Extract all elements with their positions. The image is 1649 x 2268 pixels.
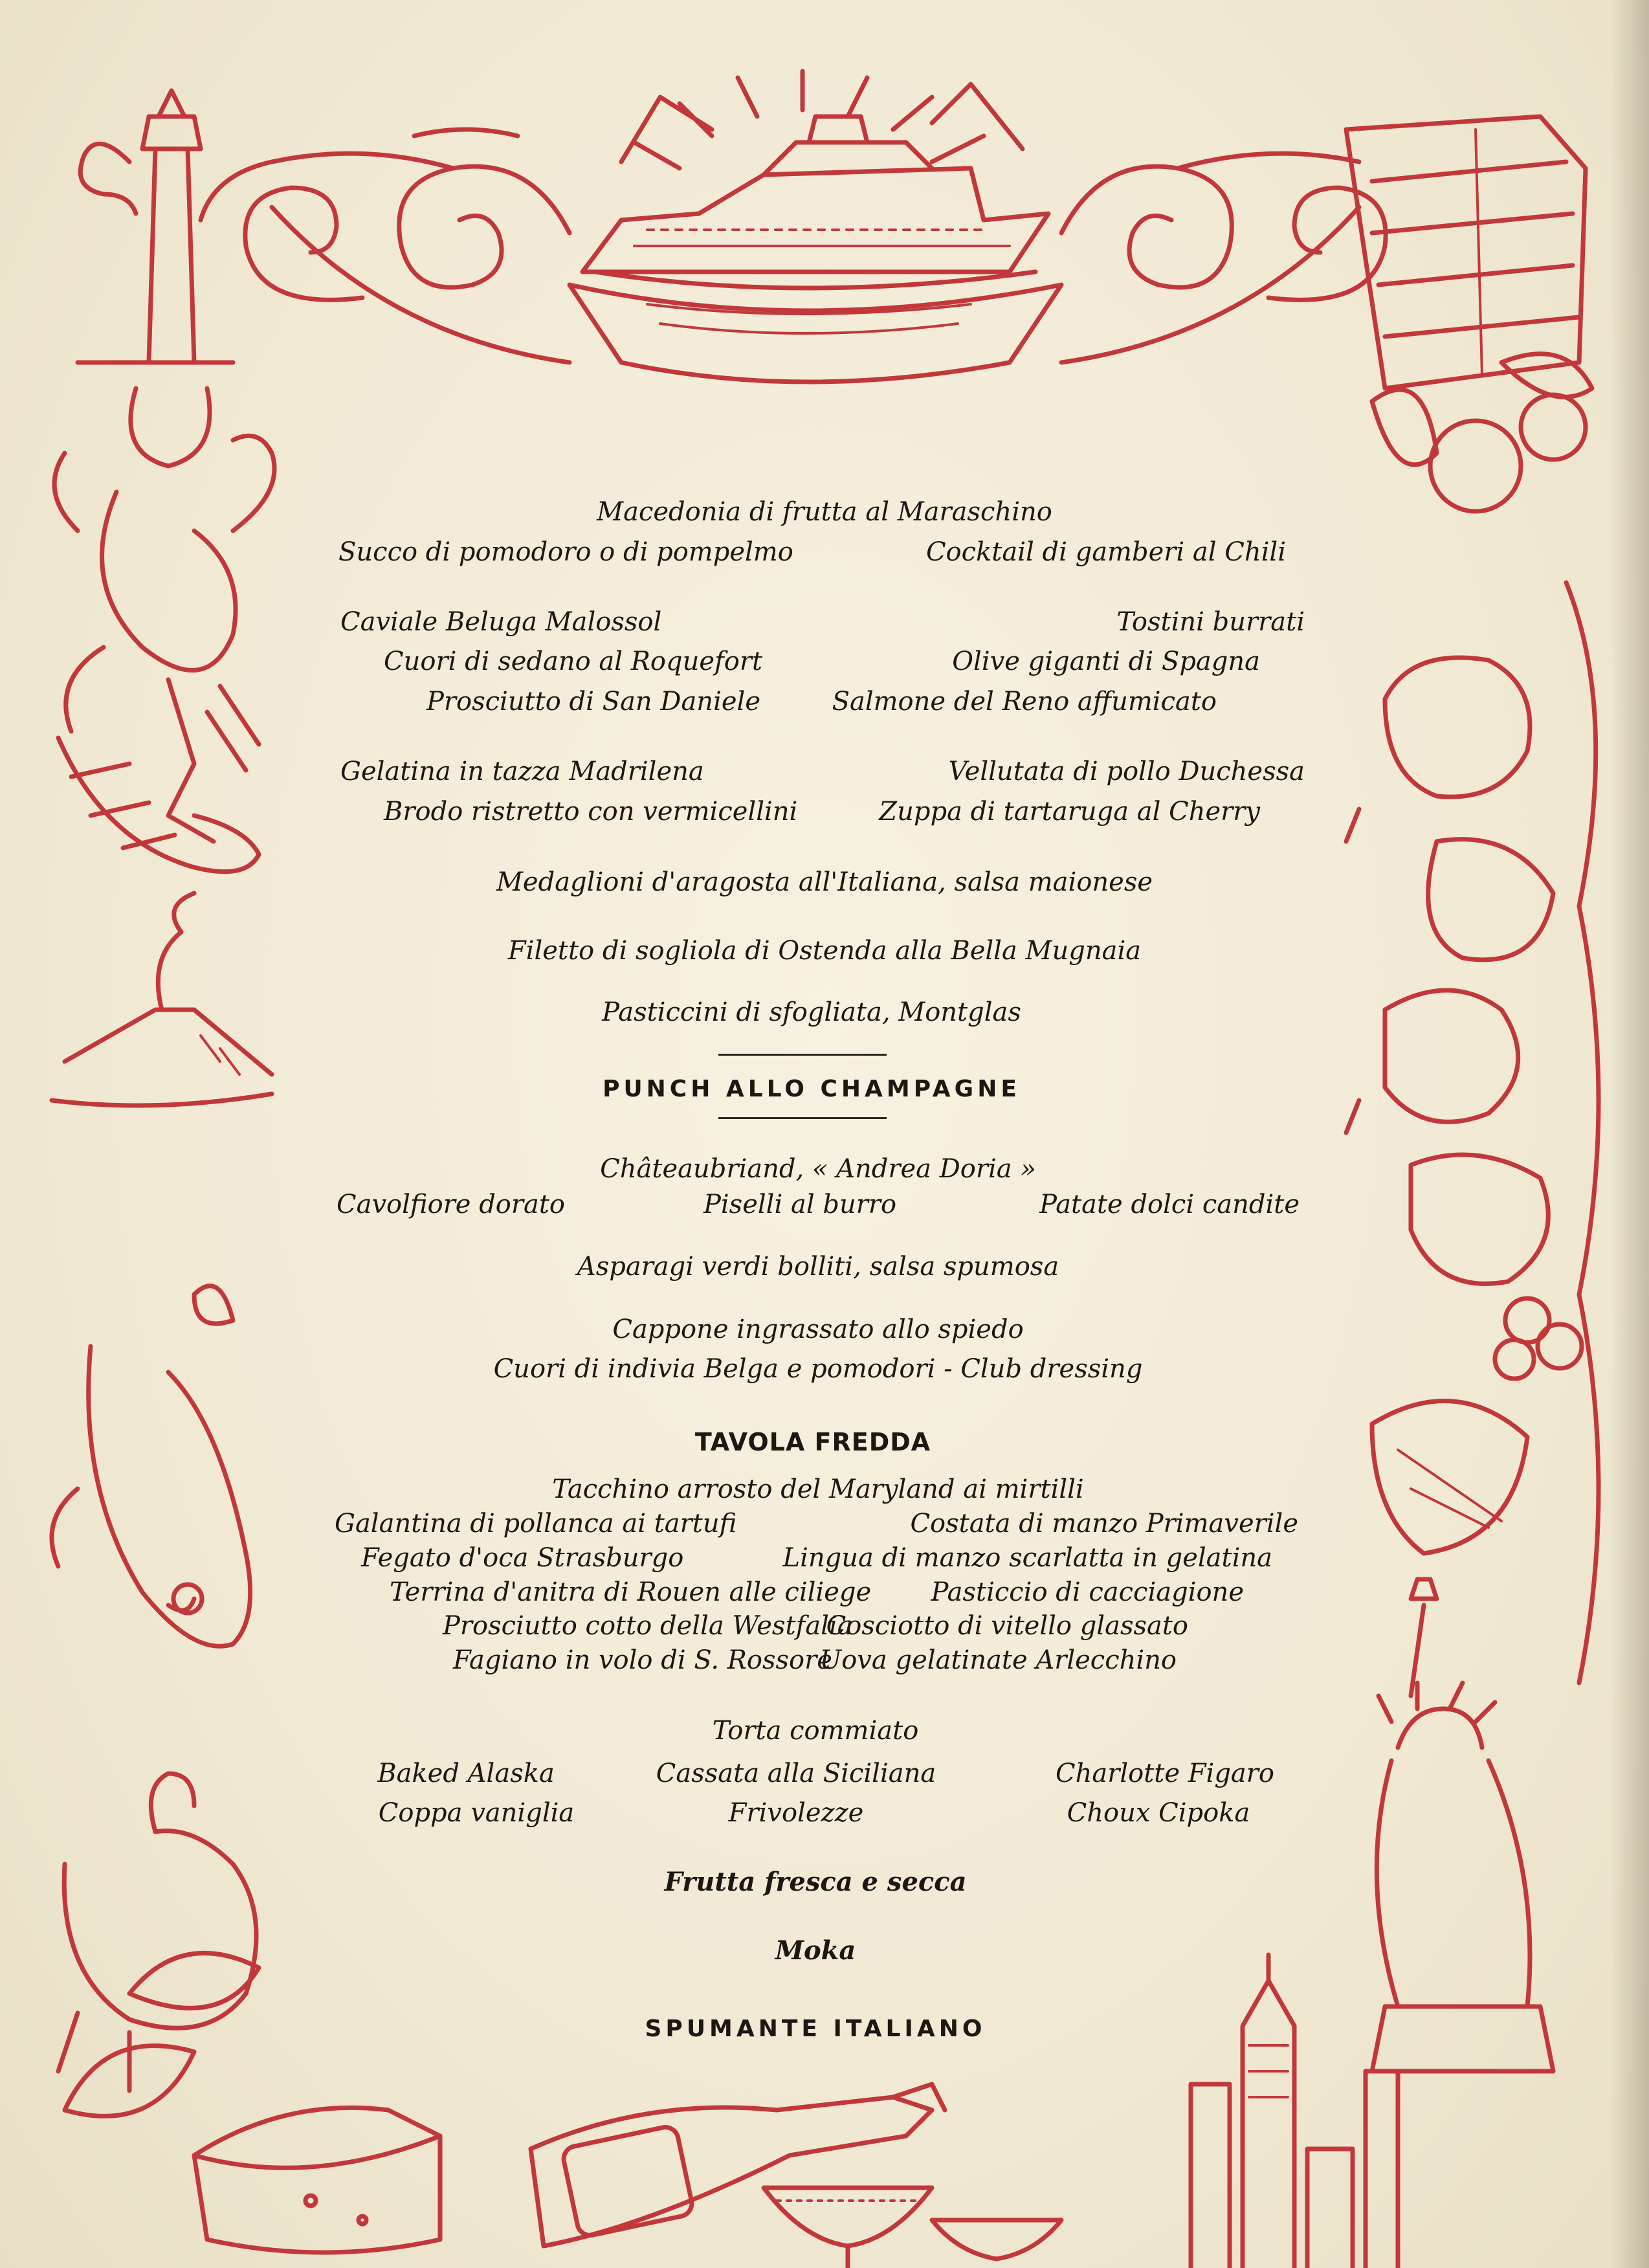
menu-item: Cosciotto di vitello glassato	[826, 1611, 1188, 1641]
menu-item: Galantina di pollanca ai tartufi	[335, 1509, 737, 1539]
menu-item: Costata di manzo Primaverile	[910, 1509, 1298, 1539]
fish-icon	[52, 1286, 250, 1647]
city-skyline-icon	[1191, 1955, 1398, 2268]
menu-item: Zuppa di tartaruga al Cherry	[879, 797, 1260, 827]
wine-bottle-icon	[531, 2084, 945, 2246]
menu-item: Pasticcio di cacciagione	[931, 1577, 1244, 1607]
menu-item: Uova gelatinate Arlecchino	[819, 1645, 1177, 1675]
menu-item: Moka	[775, 1935, 856, 1966]
divider-line	[718, 1054, 887, 1056]
menu-item: Filetto di sogliola di Ostenda alla Bella Mugnaia	[507, 936, 1142, 966]
menu-item: Cappone ingrassato allo spiedo	[612, 1315, 1024, 1344]
lighthouse-icon	[78, 91, 233, 466]
menu-item: Succo di pomodoro o di pompelmo	[338, 537, 793, 567]
scroll-ornament-right	[1061, 153, 1386, 362]
menu-item: Terrina d'anitra di Rouen alle ciliege	[390, 1577, 872, 1607]
menu-item: Charlotte Figaro	[1056, 1759, 1274, 1788]
menu-item: Cavolfiore dorato	[337, 1190, 566, 1219]
menu-item: Tacchino arrosto del Maryland ai mirtilli	[552, 1474, 1084, 1504]
champagne-glass-icon	[764, 2188, 1061, 2268]
shrimp-icon	[58, 738, 259, 872]
menu-item: Frutta fresca e secca	[664, 1867, 967, 1897]
section-heading: SPUMANTE ITALIANO	[645, 2016, 986, 2042]
menu-item: Baked Alaska	[377, 1759, 555, 1788]
menu-item: Fegato d'oca Strasburgo	[361, 1543, 684, 1573]
section-heading: PUNCH ALLO CHAMPAGNE	[603, 1076, 1021, 1102]
menu-item: Cuori di sedano al Roquefort	[384, 647, 763, 676]
turkey-icon	[58, 1773, 256, 2091]
menu-item: Choux Cipoka	[1067, 1798, 1250, 1828]
menu-item: Medaglioni d'aragosta all'Italiana, salsa maionese	[496, 867, 1153, 897]
menu-item: Coppa vaniglia	[378, 1798, 575, 1828]
menu-item: Prosciutto di San Daniele	[426, 687, 760, 717]
menu-item: Cocktail di gamberi al Chili	[925, 537, 1286, 567]
menu-item: Cuori di indivia Belga e pomodori - Club dressing	[493, 1354, 1143, 1384]
menu-item: Pasticcini di sfogliata, Montglas	[602, 997, 1021, 1027]
cheese-icon	[194, 2107, 440, 2252]
menu-item: Lingua di manzo scarlatta in gelatina	[782, 1543, 1272, 1573]
menu-item: Patate dolci candite	[1039, 1190, 1300, 1219]
section-heading: TAVOLA FREDDA	[694, 1428, 931, 1456]
menu-item: Brodo ristretto con vermicellini	[384, 797, 798, 827]
menu-item: Torta commiato	[712, 1716, 919, 1746]
lobster-icon	[54, 436, 274, 841]
menu-item: Olive giganti di Spagna	[952, 647, 1260, 676]
menu-item: Vellutata di pollo Duchessa	[948, 757, 1305, 786]
menu-item: Fagiano in volo di S. Rossore	[453, 1645, 832, 1675]
menu-item: Tostini burrati	[1116, 607, 1305, 637]
menu-item: Châteaubriand, « Andrea Doria »	[600, 1154, 1036, 1184]
menu-item: Piselli al burro	[703, 1190, 897, 1219]
menu-item: Asparagi verdi bolliti, salsa spumosa	[577, 1252, 1059, 1282]
fruit-garland-icon	[1346, 354, 1599, 1683]
menu-item: Gelatina in tazza Madrilena	[340, 757, 704, 786]
volcano-icon	[52, 893, 272, 1106]
menu-item: Macedonia di frutta al Maraschino	[597, 497, 1052, 527]
menu-item: Frivolezze	[728, 1798, 864, 1828]
statue-of-liberty-icon	[1372, 1579, 1553, 2071]
scroll-ornament-left	[201, 129, 570, 362]
menu-item: Caviale Beluga Malossol	[340, 607, 662, 637]
menu-item: Cassata alla Siciliana	[656, 1759, 936, 1788]
leaves-left	[65, 1953, 259, 2117]
menu-item: Salmone del Reno affumicato	[832, 687, 1217, 717]
menu-item: Prosciutto cotto della Westfalia	[443, 1611, 853, 1641]
divider-line	[718, 1117, 887, 1119]
ship-icon	[570, 71, 1061, 382]
